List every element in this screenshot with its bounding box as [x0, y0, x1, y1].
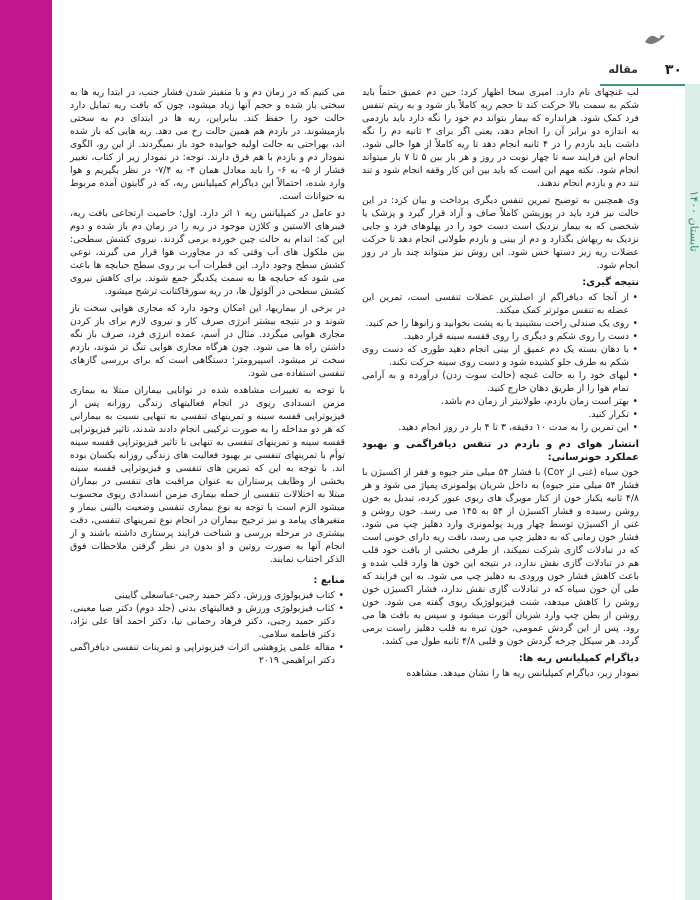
page-number: ۳۰ [664, 62, 682, 78]
list-item: • روی یک صندلی راحت بنشینید یا به پشت بخوابید و زانوها را خم کنید. [362, 317, 629, 330]
list-item: • از آنجا که دیافراگم از اصلیترین عضلات تنفسی است، تمرین این عضله به تنفس موثرتر کمک میکند. [362, 291, 629, 317]
paragraph: دو عامل در کمپلیانس ریه ۱ اثر دارد. اول: خاصیت ارتجاعی بافت ریه، فیبرهای الاستین و کلاژن موجود در ریه را در زمان دم باز شده و دوم این که: اندام به حالت چین خورده برمی گردند. نیروی کشش سطحی: بین ملکول های آب وقتی که در مجاورت هوا قرار می گیرند، نوعی کشش سطح وجود دارد. این قطرات آب بر روی سطح حبابچه ها باعث می شود که حبابچه ها به سمت یکدیگر جمع شوند. برای کاهش نیروی کشش سطحی در آلوئول ها، در ریه سورفاکتانت ترشح میشود. [70, 208, 345, 297]
list-item: • دست را روی شکم و دیگری را روی قفسه سینه قرار دهید. [362, 330, 629, 343]
reference-list [70, 589, 345, 667]
list-item: • تکرار کنید. [362, 408, 629, 421]
side-strip [685, 84, 700, 900]
heading-conclusion: نتیجه گیری: [582, 277, 639, 288]
section-title: مقاله [608, 63, 638, 76]
magenta-side-bar [0, 0, 52, 900]
reference-item: • کتاب فیزیولوژی ورزش. دکتر حمید رجبی-عباسعلی گایینی [70, 589, 335, 602]
paragraph: در برخی از بیماریها، این امکان وجود دارد که مجاری هوایی سخت باز شوند و در نتیجه بیشتر انرژی صرف کار و نیروی لازم برای باز کردن مجاری هوایی میگردد. مثال در آسم، عمده انرژی فرد، صرف باز نگه داشتن راه ها می شود. چون هرگاه مجاری هوایی تنگ تر شوند، بازدم سخت تر میشود. اسپیرومتر: دستگاهی است که برای بررسی گازهای تنفسی استفاده می شود. [70, 303, 345, 379]
list-item: • با دهان بسته یک دم عمیق از بینی انجام دهید طوری که دست روی شکم به طرف جلو کشیده شود و دست روی سینه حرکت نکند. [362, 343, 629, 369]
list-item: • بهتر است زمان بازدم، طولانیتر از زمان دم باشد. [362, 395, 629, 408]
right-column [362, 86, 639, 684]
issue-season-label: تابستان ۱۴۰۰ [687, 190, 700, 252]
heading-compliance: دیاگرام کمپلیانس ریه ها: [518, 653, 639, 664]
list-item: • لبهای خود را به حالت غنچه (حالت سوت زدن) درآورده و به آرامی تمام هوا را از طریق دهان خارج کنید. [362, 369, 629, 395]
reference-item: • مقاله علمی پژوهشی اثرات فیزیوتراپی و تمرینات تنفسی دیافراگمی دکتر ابراهیمی ۲۰۱۹ [70, 641, 335, 667]
reference-item: • کتاب فیزیولوژی ورزش و فعالیتهای بدنی (جلد دوم) دکتر ضیا معینی. دکتر حمید رجبی، دکتر فرهاد رحمانی نیا، دکتر احمد آقا علی نژاد، دکتر فاطمه سلامی. [70, 602, 335, 641]
paragraph: می کنیم که در زمان دم و با منفیتر شدن فشار جنب، در ابتدا ریه ها به سختی باز شده و حجم آنها زیاد میشود، چون که بافت ریه تمایل دارد حالت خود را حفظ کند. بنابراین، ریه ها در ابتدای دم به سختی بازمیشوند. در بازدم هم همین حالت رخ می دهد. ریه هایی که باز شده اند، بهراحتی به حالت اولیه خوابیده خود باز نمیگردند. از این رو، الگوی نمودار دم و بازدم با هم فرق دارند. توجه: در نمودار زیر از کتاب، تغییر فشار از ۵- به ۶- را باید معادل همان ۴- به ۷/۴- در نظر بگیریم و هوا وارد شده، احتمالاً این دیاگرام کمپلیانس ریه، که در گایتون آمده مربوط به حیوانات است. [70, 87, 345, 202]
page-header [590, 60, 700, 80]
paragraph: خون سیاه (غنی از Co۲) با فشار ۵۴ میلی متر جیوه و فقر از اکسیژن با فشار ۵۴ میلی متر جیوه) به داخل شریان پولمونری پمپاژ می شود و هر ۴/۸ ثانیه یکبار خون از کنار مویرگ های ریوی عبور کرده، تبدیل به خون روشن رسیده و فشار اکسیژن از ۵۴ به ۱۴۵ می رسد. خون روشن و غنی از اکسیژن توسط چهار ورید پولمونری وارد دهلیز چپ می شود. فشار خون زمانی که به دهلیز چپ می رسد، بافت ریه دارای خونی است که در تبادلات گازی شرکت نمیکند، از طرفی بخشی از بافت خود قلب هم در تبادلات گازی نقش ندارد، در نتیجه این خون ها وارد قلب شده و باعث کاهش فشار خون ورودی به دهلیز چپ می شود. به این فرایند که طی آن خون سیاه که در تبادلات گازی نقش ندارد، فشار اکسیژن خون روشن را کاهش میدهد، شنت فیزیولوژیک ریوی گفته می شود. خون روشن از بطن چپ وارد شریان آئورت میشود و سپس به بافت ها می رود. پس از این گردش عمومی، خون تیره به قلب دهلیز راست برمی گردد. هر سیکل چرخه گردش خون و قلبی ۴/۸ ثانیه طول می کشد. [362, 467, 640, 647]
paragraph: نمودار زیر، دیاگرام کمپلیانس ریه ها را نشان میدهد. مشاهده [406, 668, 639, 679]
paragraph: وی همچنین به توضیح تمرین تنفس دیگری پرداخت و بیان کرد: در این حالت نیز فرد باید در پوزیشن کاملاً صاف و آزاد قرار گیرد و پزشک یا شخصی که به بیمار نزدیک است دست خود را در پهلوهای فرد و جایی نزدیک به ریهاش بگذارد و دم از بینی و بازدم طولانی انجام دهد تا حرکت عضلات ریه زیر دستها حس شود. این روش نیز میتواند چند بار در روز انجام شود. [362, 195, 639, 271]
references [70, 574, 345, 667]
list-item: • این تمرین را به مدت ۱۰ دقیقه، ۳ تا ۴ بار در روز انجام دهید. [362, 421, 629, 434]
conclusion-list [362, 291, 639, 434]
magazine-logo-icon [643, 30, 667, 48]
heading-diaphragm: انتشار هوای دم و بازدم در تنفس دیافراگمی و بهبود عملکرد خونرسانی: [362, 439, 639, 463]
paragraph: لب غنچهای نام دارد. امیری سخا اظهار کرد: حین دم عمیق حتماً باید شکم به سمت بالا حرکت کند تا حجم ریه کاملاً باز شود و به ریتم تنفس فرد کمک شود. هرانداره که بیمار بتواند دم خود را نگه دارد باید بازدمی به اندازه دو برابر آن را انجام دهد، یعنی اگر برای ۲ ثانیه دم را نگه داشت باید بازدم را در ۴ ثانیه انجام دهد تا ریه کاملاً از هوا خالی شود. انجام این فرایند سه تا چهار نوبت در روز و هر بار بین ۵ تا ۷ بار میتواند انجام شود. نکته مهم این است که باید بین این کار وقفه انجام شود و تند تند دم و بازدم انجام ندهند. [362, 87, 640, 189]
heading-references: منابع : [313, 575, 345, 586]
left-column [70, 86, 345, 671]
paragraph: با توجه به تغییرات مشاهده شده در توانایی بیماران مبتلا به بیماری مزمن انسدادی ریوی در انجام فعالیتهای زندگی روزانه پس از فیزیوتراپی قفسه سینه و تمرینهای تنفسی به تنهایی نسبت به بیمارانی که هر دو مداخله را به صورت ترکیبی انجام دادند شدند، تاثیر فیزیوتراپی قفسه سینه و تمرینهای تنفسی به تنهایی با تاثیر فیزیوتراپی قفسه سینه توأم با تمرینهای تنفسی بر بهبود فعالیت های زندگی روزانه یکسان بوده اند. با توجه به این که تمرین های تنفسی و فیزیوتراپی قفسه سینه بخشی از وظایف پرستاران به عنوان مراقبت های تنفسی در بیماران مبتلا به اختلالات تنفسی از جمله بیماری مزمن انسدادی ریوی محسوب میشود الزم است با توجه به نوع بیماری تنفسی وضعیت بالینی بیمار و متغیرهای پیامد و نیز ترجیح بیماران در انجام نوع تمرینهای تنفسی، دقت بیشتری در مرحله بررسی و شناخت فرایند پرستاری داشته باشند و از انجام آنها به صورت روتین و او بدون در نظر گرفتن ملاحظات فوق الذکر اجتناب نمایند. [70, 385, 345, 565]
